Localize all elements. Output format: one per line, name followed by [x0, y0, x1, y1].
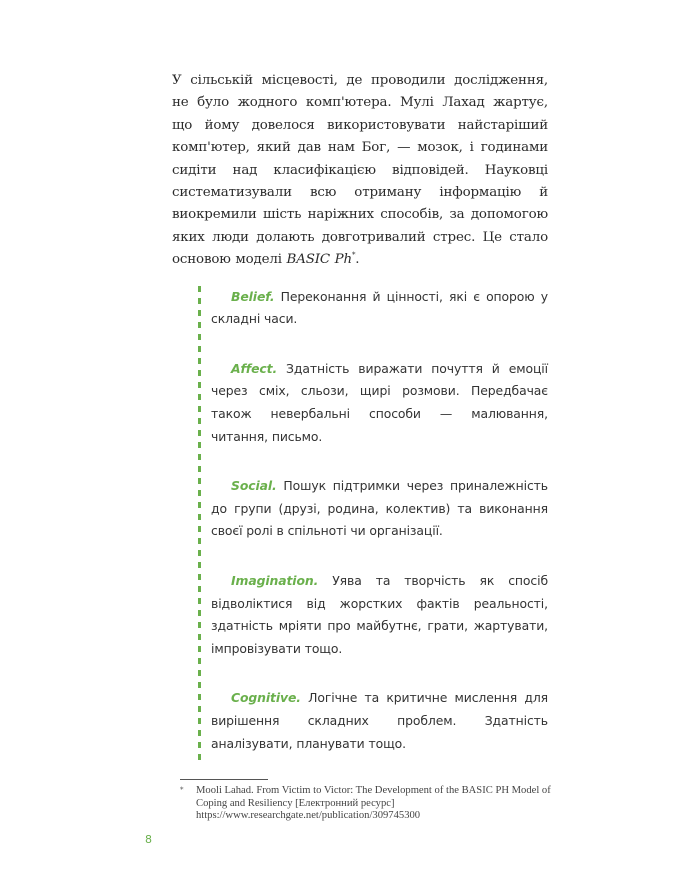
model-name: BASIC Ph: [286, 252, 352, 268]
method-imagination: [211, 570, 548, 660]
intro-paragraph: [172, 70, 548, 272]
method-cognitive: [211, 687, 548, 755]
methods-block: [198, 286, 548, 762]
method-term: Belief.: [231, 288, 275, 304]
footnote-row: [180, 785, 556, 823]
footnote-mark: *: [180, 786, 184, 795]
footnote-divider: [180, 779, 268, 780]
method-description: Переконання й цінності, які є опорою у складні часи.: [211, 288, 548, 327]
method-affect: [211, 358, 548, 448]
method-description: Уява та творчість як спосіб відволіктися від жорстких фактів реальності, здатність мріяти про майбутнє, грати, жартувати, імпровізувати тощо.: [211, 573, 548, 656]
method-description: Пошук підтримки через приналежність до групи (друзі, родина, колектив) та виконання своєї ролі в спільноті чи організації.: [211, 478, 548, 539]
page-number: 8: [145, 832, 152, 846]
method-term: Social.: [231, 478, 277, 494]
method-term: Affect.: [231, 360, 278, 376]
footnote-reference[interactable]: *: [351, 251, 356, 260]
footnote-area: [180, 779, 556, 823]
intro-end: .: [355, 252, 360, 268]
method-description: Логічне та критичне мислення для вирішення складних проблем. Здатність аналізувати, планувати тощо.: [211, 690, 548, 751]
method-social: [211, 475, 548, 543]
method-term: Imagination.: [231, 573, 319, 588]
intro-text: У сільській місцевості, де проводили дослідження, не було жодного комп'ютера. Мулі Лахад жартує, що йому довелося використовувати найстаріший комп'ютер, який дав нам Бог, — мозок, і годинами сидіти над класифікацією відповідей. Науковці систематизували всю отриману інформацію й виокремили шість наріжних способів, за допомогою яких люди долають довготривалий стрес. Це стало основою моделі: [172, 73, 548, 268]
dashed-accent-line: [198, 286, 201, 762]
method-description: Здатність виражати почуття й емоції через сміх, сльози, щирі розмови. Передбачає також невербальні способи — малювання, читання, письмо.: [211, 360, 548, 444]
footnote-text: Mooli Lahad. From Victim to Victor: The Development of the BASIC PH Model of Coping and Resiliency [Електронний ресурс] https://www.researchgate.net/publication/309745300: [196, 785, 551, 822]
method-belief: [211, 286, 548, 331]
method-term: Cognitive.: [231, 690, 301, 706]
